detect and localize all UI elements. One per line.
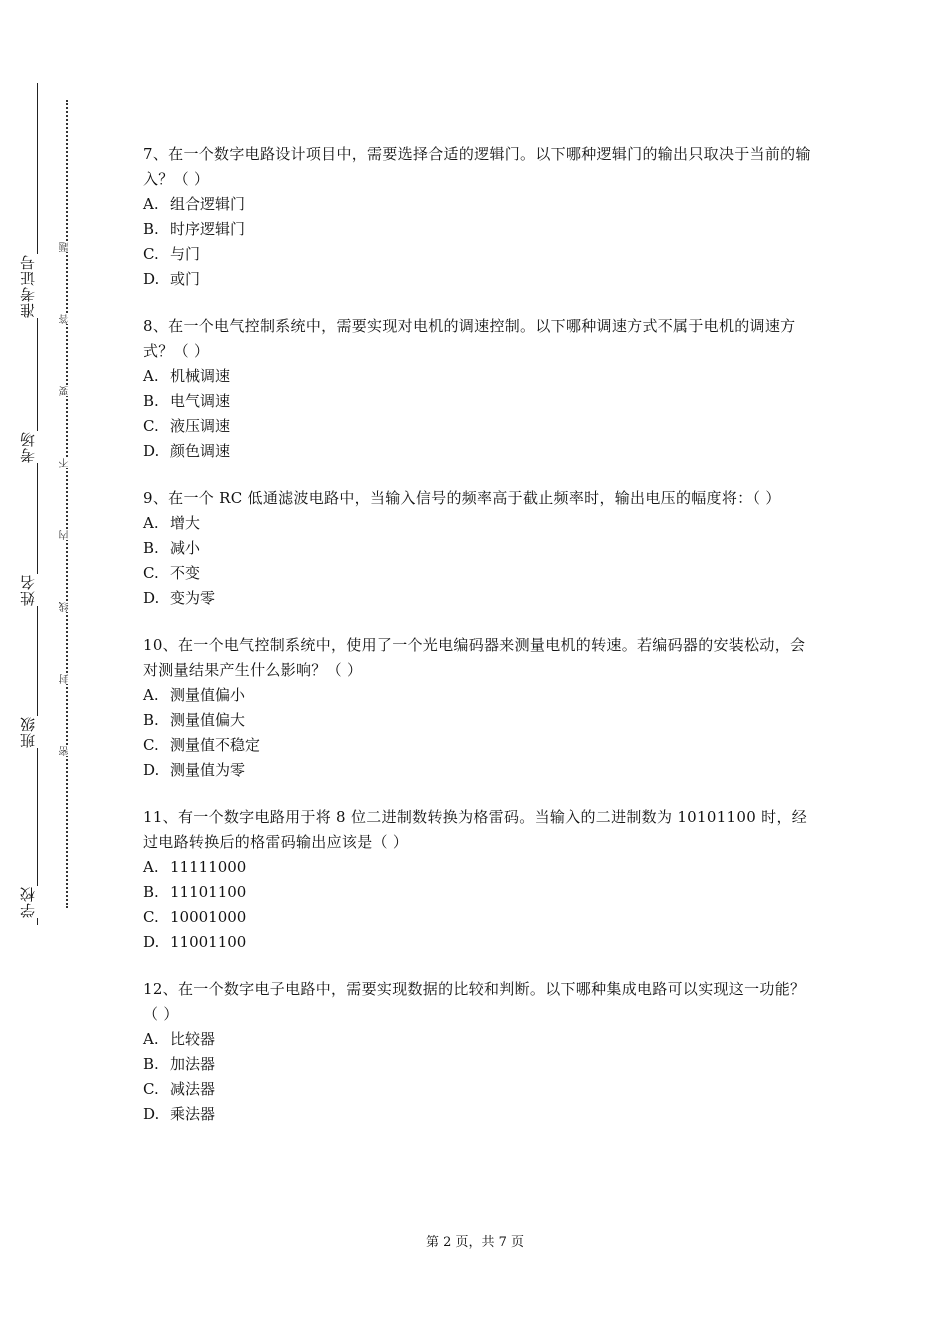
option-letter: B.: [143, 1055, 159, 1073]
option-text: 减法器: [170, 1080, 216, 1098]
option-c: [143, 561, 813, 586]
seal-char: 不: [60, 458, 71, 468]
option-letter: C.: [143, 417, 159, 435]
option-c: [143, 905, 813, 930]
option-letter: B.: [143, 711, 159, 729]
option-list: [143, 364, 813, 464]
question-text: 9、在一个 RC 低通滤波电路中，当输入信号的频率高于截止频率时，输出电压的幅度将：（ ）: [143, 489, 781, 507]
option-b: [143, 536, 813, 561]
option-text: 11111000: [170, 858, 247, 876]
option-d: [143, 758, 813, 783]
option-letter: B.: [143, 883, 159, 901]
option-letter: A.: [143, 686, 159, 704]
option-list: [143, 683, 813, 783]
option-c: [143, 414, 813, 439]
option-letter: D.: [143, 589, 160, 607]
option-letter: A.: [143, 367, 159, 385]
option-list: [143, 192, 813, 292]
option-letter: D.: [143, 270, 160, 288]
option-text: 11001100: [170, 933, 247, 951]
option-d: [143, 1102, 813, 1127]
seal-char: 线: [60, 602, 71, 612]
binding-solid-line: [37, 83, 38, 925]
option-list: [143, 1027, 813, 1127]
option-a: [143, 511, 813, 536]
option-text: 测量值偏大: [170, 711, 246, 729]
option-a: [143, 1027, 813, 1052]
question-9: [143, 486, 813, 611]
option-letter: D.: [143, 933, 160, 951]
option-text: 组合逻辑门: [170, 195, 246, 213]
option-text: 变为零: [170, 589, 216, 607]
option-letter: D.: [143, 761, 160, 779]
question-7: [143, 142, 813, 292]
option-letter: D.: [143, 442, 160, 460]
question-10: [143, 633, 813, 783]
seal-char: 要: [60, 386, 71, 396]
option-text: 与门: [170, 245, 201, 263]
option-letter: A.: [143, 1030, 159, 1048]
option-list: [143, 855, 813, 955]
option-a: [143, 192, 813, 217]
school-label: 学校: [19, 886, 55, 918]
student-name-label: 姓名: [19, 574, 55, 606]
option-d: [143, 586, 813, 611]
option-text: 机械调速: [170, 367, 231, 385]
option-text: 或门: [170, 270, 201, 288]
option-text: 乘法器: [170, 1105, 216, 1123]
question-text: 11、有一个数字电路用于将 8 位二进制数转换为格雷码。当输入的二进制数为 10101100 时，经过电路转换后的格雷码输出应该是（ ）: [143, 808, 808, 851]
seal-char: 题: [60, 242, 71, 252]
option-d: [143, 930, 813, 955]
option-b: [143, 1052, 813, 1077]
question-8: [143, 314, 813, 464]
option-text: 测量值为零: [170, 761, 246, 779]
seal-char: 答: [60, 314, 71, 324]
option-text: 10001000: [170, 908, 247, 926]
option-letter: B.: [143, 539, 159, 557]
option-letter: A.: [143, 195, 159, 213]
exam-room-label: 考场: [19, 431, 55, 463]
option-a: [143, 683, 813, 708]
question-11: [143, 805, 813, 955]
option-letter: C.: [143, 1080, 159, 1098]
option-text: 不变: [170, 564, 201, 582]
question-text: 7、在一个数字电路设计项目中，需要选择合适的逻辑门。以下哪种逻辑门的输出只取决于当前的输入？（ ）: [143, 145, 811, 188]
option-b: [143, 217, 813, 242]
question-list: [143, 142, 813, 1149]
exam-id-label: 准考证号: [19, 254, 55, 318]
question-12: [143, 977, 813, 1127]
binding-dotted-line: [66, 100, 68, 908]
option-letter: C.: [143, 736, 159, 754]
option-text: 液压调速: [170, 417, 231, 435]
option-b: [143, 389, 813, 414]
option-letter: C.: [143, 245, 159, 263]
option-c: [143, 733, 813, 758]
seal-char: 密: [60, 746, 71, 756]
option-text: 颜色调速: [170, 442, 231, 460]
option-letter: A.: [143, 514, 159, 532]
question-text: 8、在一个电气控制系统中，需要实现对电机的调速控制。以下哪种调速方式不属于电机的调速方式？（ ）: [143, 317, 796, 360]
binding-margin: [0, 0, 80, 1344]
option-letter: C.: [143, 908, 159, 926]
option-text: 时序逻辑门: [170, 220, 246, 238]
option-text: 测量值不稳定: [170, 736, 261, 754]
option-a: [143, 855, 813, 880]
option-d: [143, 439, 813, 464]
option-text: 电气调速: [170, 392, 231, 410]
option-letter: B.: [143, 392, 159, 410]
option-text: 增大: [170, 514, 201, 532]
option-text: 11101100: [170, 883, 247, 901]
page-number-footer: 第 2 页，共 7 页: [425, 1235, 525, 1250]
option-text: 减小: [170, 539, 201, 557]
option-letter: B.: [143, 220, 159, 238]
seal-char: 封: [60, 674, 71, 684]
question-text: 10、在一个电气控制系统中，使用了一个光电编码器来测量电机的转速。若编码器的安装松动，会对测量结果产生什么影响？（ ）: [143, 636, 806, 679]
option-c: [143, 1077, 813, 1102]
option-text: 比较器: [170, 1030, 216, 1048]
option-b: [143, 708, 813, 733]
option-text: 测量值偏小: [170, 686, 246, 704]
question-text: 12、在一个数字电子电路中，需要实现数据的比较和判断。以下哪种集成电路可以实现这一功能？（ ）: [143, 980, 806, 1023]
option-list: [143, 511, 813, 611]
option-d: [143, 267, 813, 292]
option-c: [143, 242, 813, 267]
option-text: 加法器: [170, 1055, 216, 1073]
option-a: [143, 364, 813, 389]
option-letter: D.: [143, 1105, 160, 1123]
seal-char: 内: [60, 530, 71, 540]
option-letter: A.: [143, 858, 159, 876]
class-label: 班级: [19, 716, 55, 748]
option-letter: C.: [143, 564, 159, 582]
option-b: [143, 880, 813, 905]
